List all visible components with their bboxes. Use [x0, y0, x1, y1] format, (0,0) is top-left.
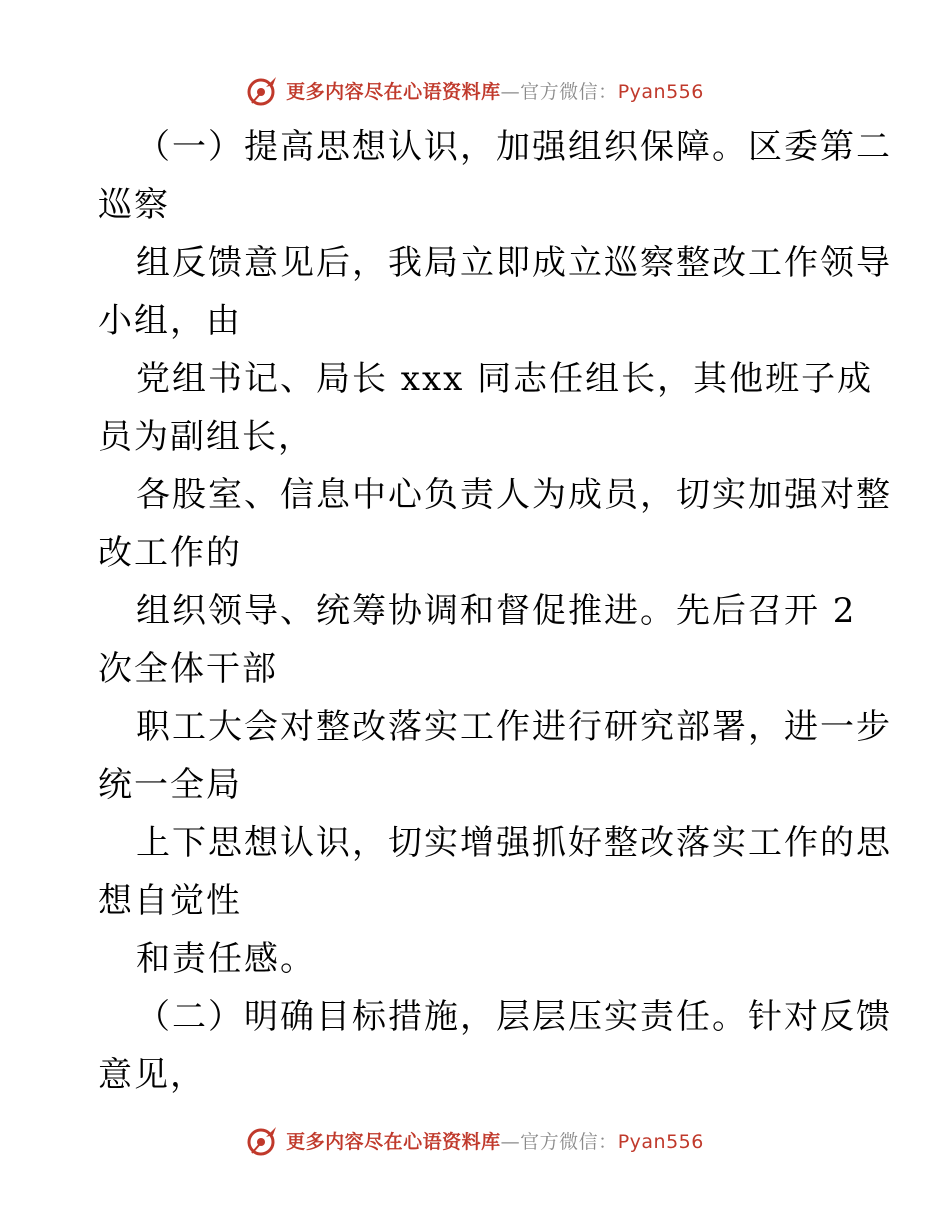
- banner-wechat-id: Pyan556: [617, 1130, 704, 1153]
- banner-wechat-id: Pyan556: [617, 80, 704, 103]
- text-line: 小组，由: [98, 301, 242, 341]
- text-line: 想自觉性: [98, 881, 242, 921]
- banner-separator: —: [500, 1130, 521, 1153]
- text-line: 组织领导、统筹协调和督促推进。先后召开 2: [136, 591, 857, 631]
- text-line: 各股室、信息中心负责人为成员，切实加强对整: [136, 475, 892, 515]
- header-banner: [0, 70, 950, 110]
- banner-wechat-label: 官方微信：: [520, 1130, 618, 1153]
- footer-banner: [0, 1120, 950, 1160]
- text-line: 职工大会对整改落实工作进行研究部署，进一步: [136, 707, 892, 747]
- banner-main-text: 更多内容尽在心语资料库: [286, 1130, 501, 1153]
- text-line: 党组书记、局长 xxx 同志任组长，其他班子成: [136, 359, 874, 399]
- text-line: 意见，: [98, 1055, 206, 1095]
- banner-main-text: 更多内容尽在心语资料库: [286, 80, 501, 103]
- feather-pen-logo-icon: [246, 1123, 280, 1157]
- text-line: 组反馈意见后，我局立即成立巡察整改工作领导: [136, 243, 892, 283]
- banner-text: [286, 77, 704, 104]
- text-line: 改工作的: [98, 533, 242, 573]
- text-line: （一）提高思想认识，加强组织保障。区委第二: [136, 127, 892, 167]
- feather-pen-logo-icon: [246, 73, 280, 107]
- text-line: 和责任感。: [136, 939, 316, 979]
- text-line: 员为副组长，: [98, 417, 314, 457]
- banner-text: [286, 1127, 704, 1154]
- text-line: 上下思想认识，切实增强抓好整改落实工作的思: [136, 823, 892, 863]
- text-line: 巡察: [98, 185, 170, 225]
- text-line: 统一全局: [98, 765, 242, 805]
- banner-separator: —: [500, 80, 521, 103]
- text-line: （二）明确目标措施，层层压实责任。针对反馈: [136, 997, 892, 1037]
- body-text: [98, 118, 892, 1104]
- banner-wechat-label: 官方微信：: [520, 80, 618, 103]
- text-line: 次全体干部: [98, 649, 278, 689]
